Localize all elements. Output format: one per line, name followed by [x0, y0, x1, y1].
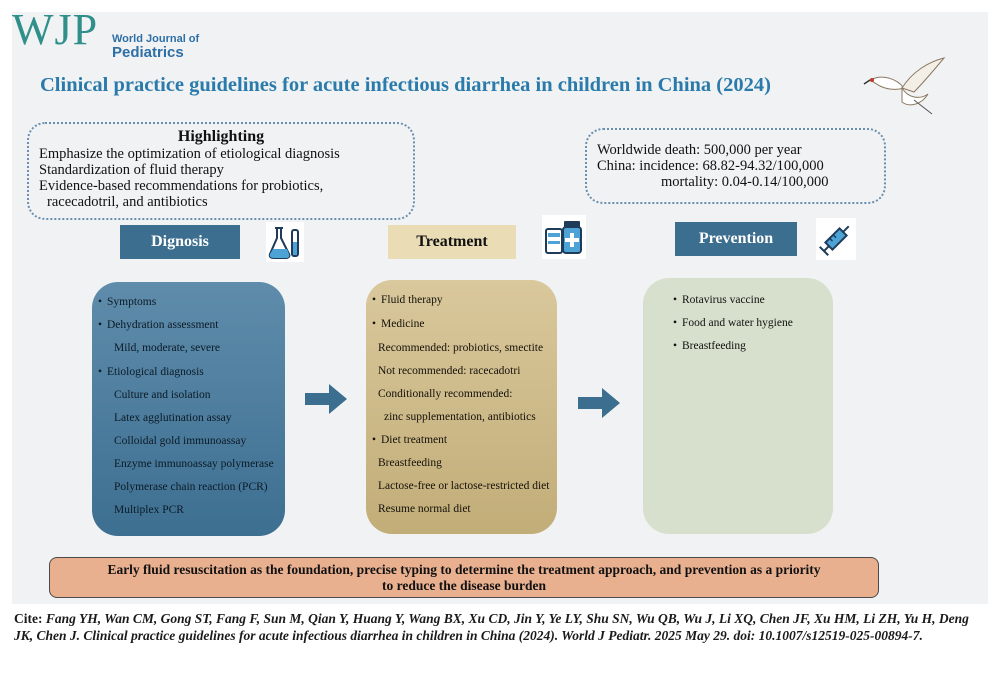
- diagnosis-item: Latex agglutination assay: [114, 412, 232, 424]
- treatment-item: Breastfeeding: [378, 457, 442, 469]
- prevention-item: • Food and water hygiene: [673, 317, 793, 329]
- diagnosis-item: Enzyme immunoassay polymerase: [114, 458, 274, 470]
- diagnosis-item: • Symptoms: [98, 296, 156, 308]
- journal-name-line1: World Journal of: [112, 33, 200, 45]
- treatment-item: zinc supplementation, antibiotics: [384, 411, 536, 423]
- journal-name-line2: Pediatrics: [112, 44, 184, 61]
- citation: [14, 610, 990, 644]
- prevention-item: • Rotavirus vaccine: [673, 294, 765, 306]
- highlighting-heading: Highlighting: [177, 128, 265, 145]
- diagnosis-column: [92, 282, 285, 536]
- diagnosis-item: Multiplex PCR: [114, 504, 184, 516]
- diagnosis-heading: Dignosis: [120, 225, 240, 259]
- citation-text: Fang YH, Wan CM, Gong ST, Fang F, Sun M, Qian Y, Huang Y, Wang BX, Xu CD, Jin Y, Ye LY, Shu SN, Wu QB, Wu J, Li XQ, Chen JF, Xu HM, Li ZH, Yu H, Deng JK, Chen J. Clinical practice guidelines for acute infectious diarrhea in children in China (2024). World J Pediatr. 2025 May 29. doi: 10.1007/s12519-025-00894-7.: [14, 611, 969, 643]
- highlighting-item: Standardization of fluid therapy: [39, 162, 224, 178]
- diagnosis-item: Polymerase chain reaction (PCR): [114, 481, 268, 493]
- highlighting-item: racecadotril, and antibiotics: [47, 194, 208, 210]
- medicine-bottle-icon: [542, 215, 586, 259]
- highlighting-box: [27, 122, 415, 220]
- summary-banner: [49, 557, 879, 598]
- right-arrow-icon: [578, 388, 620, 418]
- treatment-item: Conditionally recommended:: [378, 388, 513, 400]
- stat-worldwide-death: Worldwide death: 500,000 per year: [597, 142, 802, 158]
- prevention-item: • Breastfeeding: [673, 340, 746, 352]
- diagnosis-item: Mild, moderate, severe: [114, 342, 221, 354]
- stat-china-incidence: China: incidence: 68.82-94.32/100,000: [597, 158, 824, 174]
- treatment-column: [366, 280, 557, 534]
- highlighting-list: [39, 146, 340, 210]
- treatment-item: Lactose-free or lactose-restricted diet: [378, 480, 550, 492]
- citation-label: Cite:: [14, 611, 43, 626]
- diagnosis-item: Culture and isolation: [114, 389, 211, 401]
- summary-line-1: Early fluid resuscitation as the foundation, precise typing to determine the treatment approach, and prevention as a priority: [107, 562, 821, 577]
- diagnosis-item: • Etiological diagnosis: [98, 366, 204, 378]
- summary-line-2: to reduce the disease burden: [382, 578, 546, 593]
- diagnosis-item: • Dehydration assessment: [98, 319, 218, 331]
- lab-flask-icon: [266, 222, 304, 262]
- syringe-icon: [816, 218, 856, 260]
- treatment-item: Resume normal diet: [378, 503, 471, 515]
- right-arrow-icon: [305, 384, 347, 414]
- treatment-item: Recommended: probiotics, smectite: [378, 342, 544, 354]
- prevention-heading: Prevention: [675, 222, 797, 256]
- highlighting-item: Evidence-based recommendations for probiotics,: [39, 178, 324, 194]
- epidemiology-stats-box: [585, 128, 886, 204]
- journal-logo-abbrev: WJP: [12, 5, 99, 54]
- journal-logo-name: [112, 33, 199, 60]
- treatment-item: Not recommended: racecadotri: [378, 365, 521, 377]
- highlighting-item: Emphasize the optimization of etiological diagnosis: [39, 146, 340, 162]
- page-title: Clinical practice guidelines for acute infectious diarrhea in children in China (2024): [40, 74, 771, 96]
- treatment-item: • Medicine: [372, 318, 424, 330]
- treatment-item: • Diet treatment: [372, 434, 447, 446]
- prevention-column: [643, 278, 833, 534]
- treatment-heading: Treatment: [388, 225, 516, 259]
- stat-china-mortality: mortality: 0.04-0.14/100,000: [661, 174, 829, 190]
- treatment-item: • Fluid therapy: [372, 294, 443, 306]
- diagnosis-item: Colloidal gold immunoassay: [114, 435, 247, 447]
- crane-bird-icon: [862, 54, 948, 120]
